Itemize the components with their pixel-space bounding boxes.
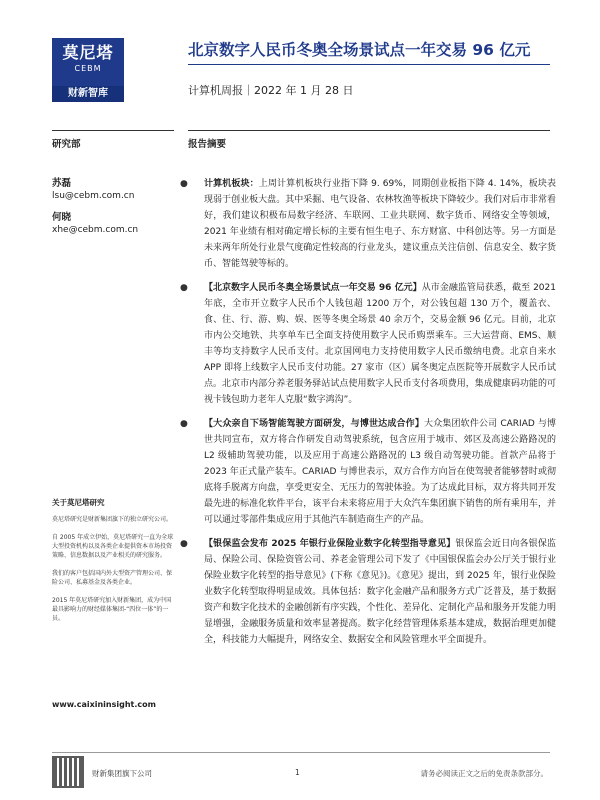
content-divider xyxy=(188,130,550,131)
analyst-email[interactable]: xhe@cebm.com.cn xyxy=(52,225,139,235)
company-logo xyxy=(52,38,124,102)
about-title: 关于莫尼塔研究 xyxy=(52,498,105,507)
summary-list xyxy=(168,176,556,656)
qr-code-icon xyxy=(52,756,84,788)
item-heading: 计算机板块： xyxy=(204,179,259,189)
item-text: 上周计算机板块行业指下降 9. 69%，同期创业板指下降 4. 14%，板块表现弱于创业板大盘。其中采掘、电气设备、农林牧渔等板块下降较少。我们对后市非常看好，我们建议积极布局数字经济、车联网、工业共联网、数字货币、网络安全等领域，2021 年业绩有相对确定增长标的主要有恒生电子、东方财富、中科创达等。另一方面是未来两年所处行业景气度确定性较高的行业龙头，建议重点关注信创、信息安全、数字货币、智能驾驶等标的。 xyxy=(204,179,556,269)
summary-item xyxy=(168,536,556,648)
about-paragraph: 我们的客户包括国内外大型资产管理公司、保险公司、私募基金及各类企业。 xyxy=(52,570,173,586)
analyst-name: 何晓 xyxy=(52,212,72,223)
item-heading: 【北京数字人民币冬奥全场景试点一年交易 96 亿元】 xyxy=(204,283,422,293)
logo-en: CEBM xyxy=(74,64,102,73)
item-text: 大众集团软件公司 CARIAD 与博世共同宣布，双方将合作研发自动驾驶系统，包含应用于城市、郊区及高速公路路况的 L2 级辅助驾驶功能，以及应用于高速公路路况的 L3 级自动驾驶功能。首款产品将于 2023 年正式量产装车。CARIAD 与博世表示，双方合作方向旨在使驾驶者能够替时或彻底将手脱离方向盘，享受更安全、无压力的驾驶体验。为了达成此目标，双方将共同开发最先进的标准化软件平台，该平台未来将应用于大众汽车集团旗下销售的所有乘用车，并可以通过零部件集成应用于其他汽车制造商生产的产品。 xyxy=(204,419,556,525)
section-label: 报告摘要 xyxy=(188,139,227,150)
bullet-icon: ● xyxy=(180,539,188,549)
summary-item xyxy=(168,176,556,272)
summary-item xyxy=(168,280,556,408)
about-section xyxy=(52,498,174,632)
logo-cn: 莫尼塔 xyxy=(62,43,114,62)
about-paragraph: 自 2005 年成立伊始，莫尼塔研究一直为全球大型投资机构以及各类企业提供资本市场投资策略、信息数据以及产业相关的研究服务。 xyxy=(52,534,174,559)
sidebar-divider xyxy=(52,130,174,131)
item-text: 银保监会近日向各银保监局、保险公司、保险资管公司、养老金管理公司下发了《中国银保监会办公厅关于银行业保险业数字化转型的指导意见》(下称《意见》)。《意见》提出，到 2025 年，银行业保险业数字化转型取得明显成效。具体包括：数字化金融产品和服务方式广泛普及，基于数据资产和数字化技术的金融创新有序实践，个性化、差异化、定制化产品和服务开发能力明显增强，金融服务质量和效率显著提高。数字化经营管理体系基本建成，数据治理更加健全，科技能力大幅提升，网络安全、数据安全和风险管理水平全面提升。 xyxy=(204,539,556,645)
title-divider xyxy=(188,64,550,65)
analyst-card xyxy=(52,178,134,202)
footer-disclaimer: 请务必阅读正文之后的免责条款部分。 xyxy=(420,769,548,778)
report-meta: 计算机周报｜2022 年 1 月 28 日 xyxy=(188,84,354,97)
dept-label: 研究部 xyxy=(52,139,81,150)
logo-sub: 财新智库 xyxy=(52,86,124,102)
website-link[interactable]: www.caixininsight.com xyxy=(52,700,156,709)
bullet-icon: ● xyxy=(180,179,188,189)
analyst-name: 苏磊 xyxy=(52,178,72,189)
item-heading: 【银保监会发布 2025 年银行业保险业数字化转型指导意见】 xyxy=(204,539,456,549)
about-paragraph: 莫尼塔研究是财新集团旗下的独立研究公司。 xyxy=(52,516,173,523)
summary-item xyxy=(168,416,556,528)
item-text: 从市金融监管局获悉，截至 2021 年底，全市开立数字人民币个人钱包超 1200 万个，对公钱包超 130 万个，覆盖衣、食、住、行、游、购、娱、医等冬奥全场景 40 余万个，交易金额 96 亿元。目前，北京市内公交地铁、共享单车已全面支持使用数字人民币购票乘车。三大运营商、EMS、顺丰等均支持数字人民币支付。北京国网电力支持使用数字人民币缴纳电费。北京自来水 APP 即将上线数字人民币支付功能。27 家市（区）属冬奥定点医院等开展数字人民币试点。北京市内部分养老服务驿站试点使用数字人民币支付各项费用，集成健康码功能的可视卡钱包助力老年人克服“数字鸿沟”。 xyxy=(204,283,556,405)
about-paragraph: 2015 年莫尼塔研究加入财新集团，成为中国最具影响力的财经媒体集团-“四位一体”的一员。 xyxy=(52,597,172,622)
analyst-card xyxy=(52,212,138,236)
footer-company: 财新集团旗下公司 xyxy=(92,769,152,778)
analyst-email[interactable]: lsu@cebm.com.cn xyxy=(52,191,135,201)
page-number: 1 xyxy=(295,768,300,777)
page-title: 北京数字人民币冬奥全场景试点一年交易 96 亿元 xyxy=(188,41,531,59)
bullet-icon: ● xyxy=(180,283,188,293)
bullet-icon: ● xyxy=(180,419,188,429)
footer-divider xyxy=(52,752,550,753)
item-heading: 【大众亲自下场智能驾驶方面研发，与博世达成合作】 xyxy=(204,419,424,429)
